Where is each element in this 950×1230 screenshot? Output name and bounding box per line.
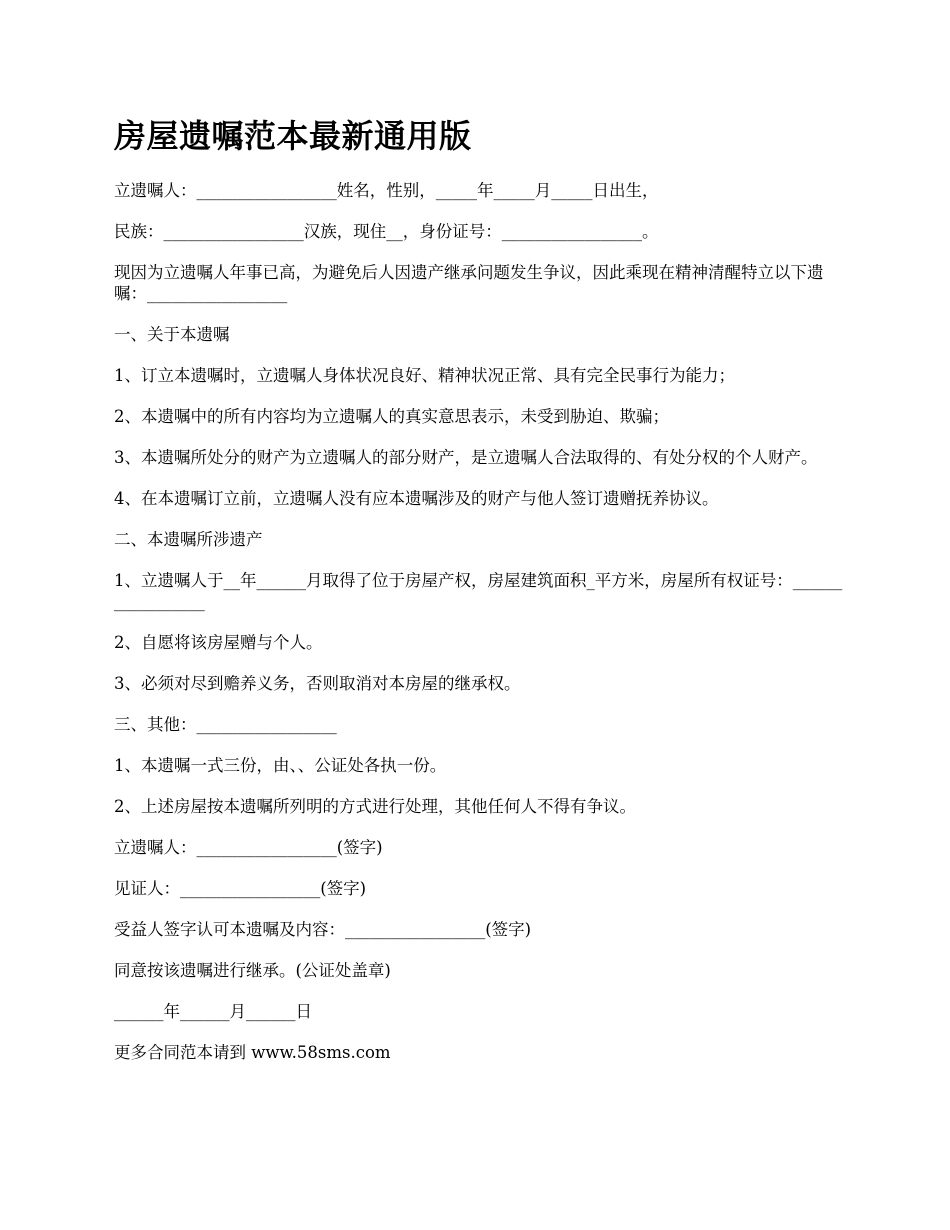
- date-line: ______年______月______日: [114, 1002, 312, 1021]
- clause-3-2: 2、上述房屋按本遗嘱所列明的方式进行处理，其他任何人不得有争议。: [114, 797, 636, 816]
- signature-witness: 见证人：_________________(签字): [114, 879, 367, 898]
- footer-source: 更多合同范本请到 www.58sms.com: [114, 1043, 391, 1062]
- document-page: [114, 112, 844, 1083]
- section-heading-3: 三、其他：_________________: [114, 715, 337, 734]
- paragraph-ethnicity-id: 民族：_________________汉族，现住__，身份证号：_________________。: [114, 222, 659, 241]
- paragraph-testator: 立遗嘱人：_________________姓名，性别，_____年_____月_____日出生，: [114, 181, 659, 200]
- signature-testator: 立遗嘱人：_________________(签字): [114, 838, 383, 857]
- clause-3-1: 1、本遗嘱一式三份，由、、公证处各执一份。: [114, 756, 447, 775]
- clause-2-1: 1、立遗嘱人于__年______月取得了位于房屋产权，房屋建筑面积_平方米，房屋所有权证号：_________________: [114, 571, 843, 611]
- clause-1-4: 4、在本遗嘱订立前，立遗嘱人没有应本遗嘱涉及的财产与他人签订遗赠抚养协议。: [114, 489, 719, 508]
- clause-2-2: 2、自愿将该房屋赠与个人。: [114, 633, 323, 652]
- section-heading-1: 一、关于本遗嘱: [114, 325, 230, 344]
- notary-seal-line: 同意按该遗嘱进行继承。(公证处盖章): [114, 961, 391, 980]
- clause-1-2: 2、本遗嘱中的所有内容均为立遗嘱人的真实意思表示，未受到胁迫、欺骗；: [114, 407, 669, 426]
- clause-1-1: 1、订立本遗嘱时，立遗嘱人身体状况良好、精神状况正常、具有完全民事行为能力；: [114, 366, 735, 385]
- paragraph-preamble: 现因为立遗嘱人年事已高，为避免后人因遗产继承问题发生争议，因此乘现在精神清醒特立以下遗嘱：_________________: [114, 263, 824, 303]
- clause-2-3: 3、必须对尽到赡养义务，否则取消对本房屋的继承权。: [114, 674, 521, 693]
- clause-1-3: 3、本遗嘱所处分的财产为立遗嘱人的部分财产，是立遗嘱人合法取得的、有处分权的个人财产。: [114, 448, 818, 467]
- section-heading-2: 二、本遗嘱所涉遗产: [114, 530, 263, 549]
- document-title: 房屋遗嘱范本最新通用版: [114, 117, 472, 155]
- signature-beneficiary: 受益人签字认可本遗嘱及内容：_________________(签字): [114, 920, 532, 939]
